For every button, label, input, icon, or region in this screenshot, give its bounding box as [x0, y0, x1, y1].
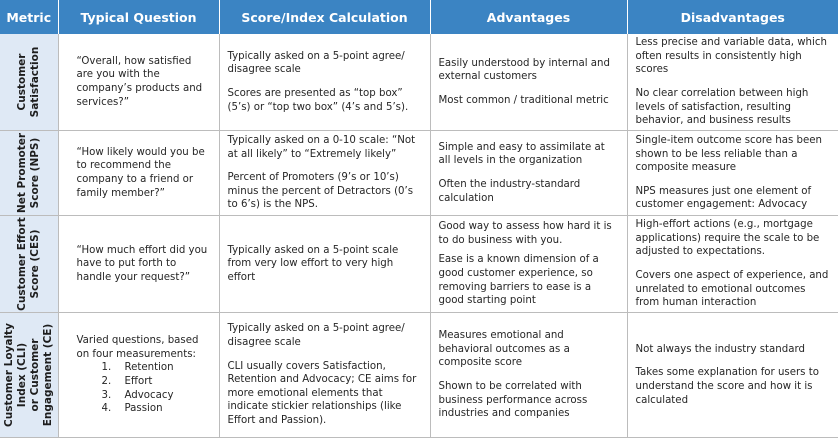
advantage-text: Most common / traditional metric: [438, 94, 609, 106]
header-metric: Metric: [0, 0, 58, 34]
calc-cell: [219, 34, 430, 131]
disadvantage-text: Less precise and variable data, which often results in consistently high scores: [635, 37, 827, 76]
header-advantages: Advantages: [430, 0, 627, 34]
disadvantages-cell: [627, 34, 838, 131]
metric-label: Customer Satisfaction: [15, 46, 41, 118]
disadvantage-text: Single-item outcome score has been shown to be less reliable than a composite measure: [635, 135, 823, 174]
header-score-calculation: Score/Index Calculation: [219, 0, 430, 34]
question-cell: [58, 216, 219, 313]
calc-cell: [219, 216, 430, 313]
metric-cell: [0, 216, 58, 313]
measurement-list: [77, 361, 211, 415]
question-cell: [58, 34, 219, 131]
question-text: “How much effort did you have to put forth to handle your request?”: [76, 244, 208, 283]
metric-cell: [0, 34, 58, 131]
table-row: [0, 131, 838, 216]
disadvantage-text: High-effort actions (e.g., mortgage applications) require the scale to be adjusted to expectations.: [635, 219, 820, 258]
calc-text: Typically asked on a 5-point agree/ disagree scale: [227, 50, 405, 76]
advantage-text: Ease is a known dimension of a good customer experience, so removing barriers to ease is a good starting point: [438, 254, 599, 307]
metric-cell: [0, 131, 58, 216]
metric-cell: [0, 313, 58, 438]
metric-label: Customer Loyalty Index (CLI) or Customer Engagement (CE): [2, 323, 54, 427]
table-row: [0, 216, 838, 313]
list-item: 2. Effort: [115, 375, 211, 389]
calc-text: CLI usually covers Satisfaction, Retention and Advocacy; CE aims for more emotional elements that indicate stickier relationships (like Effort and Passion).: [227, 360, 417, 426]
list-item: 4. Passion: [115, 402, 211, 416]
advantages-cell: [430, 216, 627, 313]
disadvantage-text: NPS measures just one element of customer engagement: Advocacy: [635, 185, 812, 211]
disadvantage-text: Not always the industry standard: [635, 343, 805, 355]
disadvantages-cell: [627, 313, 838, 438]
advantage-text: Shown to be correlated with business performance across industries and companies: [438, 381, 588, 420]
metric-label: Customer Effort Score (CES): [15, 217, 41, 311]
table-row: [0, 34, 838, 131]
calc-text: Scores are presented as “top box” (5’s) or “top two box” (4’s and 5’s).: [227, 88, 409, 113]
disadvantage-text: No clear correlation between high levels of satisfaction, resulting behavior, and business results: [635, 88, 809, 127]
calc-text: Typically asked on a 5-point scale from very low effort to very high effort: [227, 244, 399, 283]
metric-label: Net Promoter Score (NPS): [15, 132, 41, 214]
advantage-text: Measures emotional and behavioral outcomes as a composite score: [438, 330, 570, 369]
list-item: 1. Retention: [115, 361, 211, 375]
calc-text: Typically asked on a 0-10 scale: “Not at all likely” to “Extremely likely”: [227, 135, 416, 160]
disadvantage-text: Takes some explanation for users to understand the score and how it is calculated: [635, 367, 819, 406]
calc-text: Typically asked on a 5-point agree/ disagree scale: [227, 323, 405, 349]
advantages-cell: [430, 313, 627, 438]
question-cell: [58, 131, 219, 216]
disadvantages-cell: [627, 216, 838, 313]
disadvantages-cell: [627, 131, 838, 216]
header-disadvantages: Disadvantages: [627, 0, 838, 34]
header-typical-question: Typical Question: [58, 0, 219, 34]
question-text: “How likely would you be to recommend the company to a friend or family member?”: [76, 146, 205, 199]
advantage-text: Often the industry-standard calculation: [438, 179, 581, 204]
table-row: [0, 313, 838, 438]
advantage-text: Easily understood by internal and external customers: [438, 57, 610, 83]
advantages-cell: [430, 131, 627, 216]
header-row: [0, 0, 838, 34]
advantage-text: Simple and easy to assimilate at all levels in the organization: [438, 141, 605, 167]
calc-cell: [219, 313, 430, 438]
advantage-text: Good way to assess how hard it is to do business with you.: [438, 221, 612, 246]
calc-text: Percent of Promoters (9’s or 10’s) minus the percent of Detractors (0’s to 6’s) is the NPS.: [227, 172, 414, 211]
disadvantage-text: Covers one aspect of experience, and unrelated to emotional outcomes from human interaction: [635, 270, 829, 309]
question-text: Varied questions, based on four measurements:: [76, 335, 199, 360]
question-text: “Overall, how satisfied are you with the company’s products and services?”: [76, 55, 203, 108]
advantages-cell: [430, 34, 627, 131]
calc-cell: [219, 131, 430, 216]
list-item: 3. Advocacy: [115, 389, 211, 403]
question-cell: [58, 313, 219, 438]
